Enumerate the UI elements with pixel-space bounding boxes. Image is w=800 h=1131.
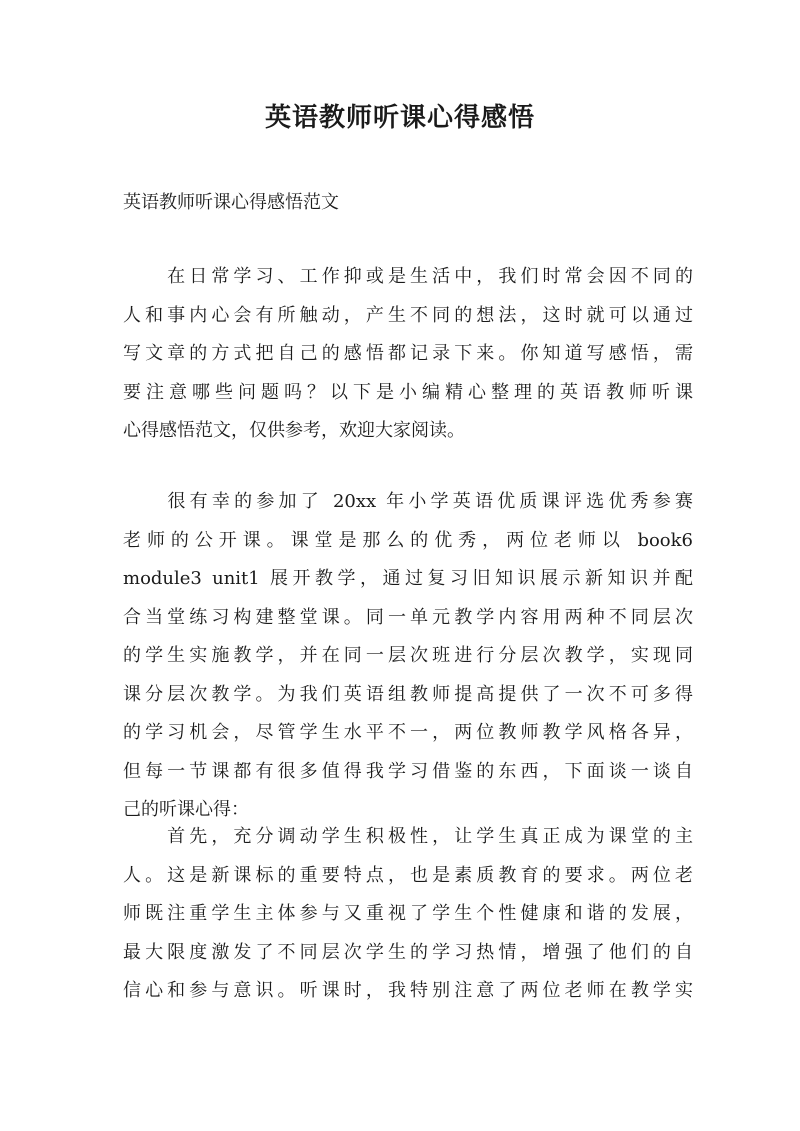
document-subtitle: 英语教师听课心得感悟范文	[123, 192, 339, 213]
body-paragraph	[123, 818, 693, 1011]
document-title: 英语教师听课心得感悟	[264, 103, 535, 133]
paragraph-line: 的学生实施教学，并在同一层次班进行分层次教学，实现同	[123, 645, 693, 666]
paragraph-line: 很有幸的参加了 20xx 年小学英语优质课评选优秀参赛	[123, 491, 693, 512]
paragraph-line: 师既注重学生主体参与又重视了学生个性健康和谐的发展，	[123, 903, 693, 924]
paragraph-line: 合当堂练习构建整堂课。同一单元教学内容用两种不同层次	[123, 606, 693, 628]
paragraph-line: 信心和参与意识。听课时，我特别注意了两位老师在教学实	[123, 980, 693, 1001]
paragraph-line: 但每一节课都有很多值得我学习借鉴的东西，下面谈一谈自	[123, 760, 693, 782]
body-paragraph	[123, 483, 693, 830]
paragraph-line: 的学习机会，尽管学生水平不一，两位教师教学风格各异，	[123, 722, 693, 743]
paragraph-line: 人和事内心会有所触动，产生不同的想法，这时就可以通过	[123, 304, 693, 326]
paragraph-line: 最大限度激发了不同层次学生的学习热情，增强了他们的自	[123, 941, 693, 963]
paragraph-line: 在日常学习、工作抑或是生活中，我们时常会因不同的	[123, 266, 693, 287]
paragraph-line: 课分层次教学。为我们英语组教师提高提供了一次不可多得	[123, 683, 693, 705]
paragraph-line: 人。这是新课标的重要特点，也是素质教育的要求。两位老	[123, 864, 693, 886]
paragraph-line: 首先，充分调动学生积极性，让学生真正成为课堂的主	[123, 826, 693, 847]
paragraph-line: 老师的公开课。课堂是那么的优秀，两位老师以 book6	[123, 529, 693, 551]
paragraph-line: 己的听课心得：	[123, 799, 249, 820]
paragraph-line: 写文章的方式把自己的感悟都记录下来。你知道写感悟，需	[123, 343, 693, 364]
intro-paragraph	[123, 258, 693, 451]
paragraph-line: module3 unit1 展开教学，通过复习旧知识展示新知识并配	[123, 568, 693, 589]
paragraph-line: 要注意哪些问题吗？以下是小编精心整理的英语教师听课	[123, 381, 693, 403]
paragraph-line: 心得感悟范文，仅供参考，欢迎大家阅读。	[123, 420, 465, 441]
